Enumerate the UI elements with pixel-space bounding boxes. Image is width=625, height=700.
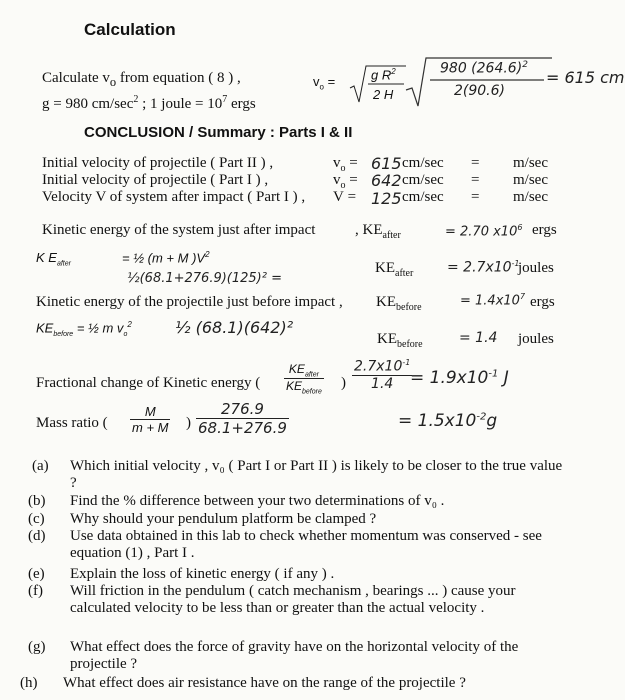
mass-hw	[196, 400, 289, 437]
question-item	[18, 511, 598, 528]
question-label: (h)	[20, 675, 38, 691]
conclusion-row-unit: cm/sec	[402, 155, 444, 171]
mass-close: )	[186, 415, 191, 431]
ke-after-joules-sym: KE	[375, 260, 395, 276]
fraction-den	[284, 379, 324, 395]
row-symbol-sub: o	[340, 163, 346, 174]
fraction-expr	[284, 362, 324, 396]
mass-label: Mass ratio (	[36, 415, 108, 431]
question-label: (c)	[28, 511, 45, 527]
mass-hw-frac	[196, 400, 289, 437]
conclusion-row-unit: cm/sec	[402, 189, 444, 205]
fraction-hw	[352, 358, 412, 392]
question-label: (b)	[28, 493, 46, 509]
fraction-hw-num-text: 2.7x10	[354, 358, 403, 375]
fraction-hw-result-unit: J	[503, 368, 509, 388]
formula-lhs-sub: o	[319, 82, 324, 92]
ke-before-joules-unit: joules	[518, 331, 554, 347]
mass-frac	[130, 404, 170, 435]
ke-before-rhs-sup: 2	[127, 320, 132, 329]
ke-after-formula-lhs: K E	[36, 250, 57, 265]
fraction-hw-result-val: = 1.9x10	[410, 368, 489, 388]
conclusion-row-unit2: m/sec	[513, 172, 548, 188]
question-label: (f)	[28, 583, 43, 599]
hw-v0-num: 980 (264.6)	[440, 60, 523, 77]
ke-after-joules-sup: -1	[511, 259, 520, 268]
mass-hw-result-val: = 1.5x10	[398, 411, 477, 431]
ke-before-ergs-unit: ergs	[530, 294, 555, 310]
conclusion-row-label: Initial velocity of projectile ( Part II ) ,	[42, 155, 274, 171]
ke-after-sym: , KE	[355, 222, 383, 238]
conclusion-row-eq: =	[471, 172, 480, 188]
ke-after-rhs	[122, 250, 210, 265]
calc-line-2-text: g = 980 cm/sec	[42, 96, 134, 112]
ke-after-rhs-sup: 2	[205, 250, 210, 259]
mass-hw-result	[398, 411, 497, 431]
fraction-hw-num-sup: -1	[402, 358, 411, 367]
fraction-num-text: KE	[288, 362, 305, 376]
hw-v0-den: 2(90.6)	[454, 83, 506, 99]
conclusion-row-symbol: $v_o$ =	[333, 155, 358, 174]
fraction-hw-frac	[352, 358, 412, 392]
question-text: What effect does air resistance have on the range of the projectile ?	[63, 675, 466, 691]
ke-after-formula-sub: after	[56, 260, 71, 268]
row-symbol: V	[333, 189, 344, 205]
ke-after-joules-hw	[447, 259, 520, 276]
ke-before-label: Kinetic energy of the projectile just before impact ,	[36, 294, 343, 310]
conclusion-row-eq: =	[471, 155, 480, 171]
mass-num: M	[130, 404, 170, 420]
calc-line-1	[42, 70, 241, 90]
conclusion-row-value: 125	[371, 189, 402, 208]
mass-hw-den: 68.1+276.9	[198, 419, 287, 437]
calc-line-1-sub: o	[109, 75, 117, 89]
ke-before-rhs-sub: o	[123, 330, 128, 338]
ke-after-hw-ergs-val: = 2.70 x10	[445, 224, 518, 240]
ke-after-ergs-unit: ergs	[532, 222, 557, 238]
conclusion-row-value: 642	[371, 171, 402, 190]
ke-after-label: Kinetic energy of the system just after impact	[42, 222, 316, 238]
ke-before-hw-ergs	[460, 292, 525, 308]
conclusion-row-label: Initial velocity of projectile ( Part I ) ,	[42, 172, 269, 188]
fraction-label: Fractional change of Kinetic energy (	[36, 375, 261, 391]
ke-before-formula-lhs: KE	[36, 320, 54, 336]
question-text: Why should your pendulum platform be clamped ?	[70, 511, 377, 527]
question-text: Which initial velocity , v₀ ( Part I or Part II ) is likely to be closer to the true value ?	[70, 458, 563, 491]
conclusion-row-label: Velocity V of system after impact ( Part I ) ,	[42, 189, 306, 205]
ke-before-joules-sub: before	[397, 339, 423, 350]
question-item	[18, 583, 598, 634]
conclusion-title: CONCLUSION / Summary : Parts I & II	[84, 124, 353, 141]
ke-before-sym: KE	[376, 294, 396, 310]
question-label: (g)	[28, 639, 46, 655]
ke-before-formula	[36, 320, 132, 338]
formula-den: 2 H	[373, 87, 394, 102]
ke-before-formula-sub: before	[53, 330, 74, 338]
mass-expr	[130, 404, 170, 435]
ke-before-hw-ergs-val: = 1.4x10	[460, 293, 520, 309]
question-label: (d)	[28, 528, 46, 544]
formula-lhs: v	[313, 74, 320, 89]
fraction-hw-num	[352, 358, 412, 376]
question-text: Find the % difference between your two determinations of v₀ .	[70, 493, 445, 509]
calc-line-1-text: Calculate v	[42, 70, 110, 86]
conclusion-row-value: 615	[371, 154, 402, 173]
question-label: (e)	[28, 566, 45, 582]
fraction-num-sub: after	[304, 371, 319, 379]
hw-v0-num-sup: 2	[522, 60, 528, 70]
ke-after-hw-ergs-sup: 6	[517, 223, 523, 232]
calc-line-1-rest: from equation ( 8 ) ,	[116, 70, 241, 86]
ke-after-hw: ½(68.1+276.9)(125)² =	[127, 271, 282, 286]
fraction-hw-result	[410, 368, 509, 388]
ke-before-joules-hw: = 1.4	[459, 330, 498, 346]
conclusion-row-unit2: m/sec	[513, 189, 548, 205]
conclusion-row-symbol: $v_o$ =	[333, 172, 358, 191]
ke-before-symbol	[376, 294, 422, 313]
question-item	[18, 566, 598, 583]
conclusion-row-unit2: m/sec	[513, 155, 548, 171]
row-symbol: v	[333, 172, 341, 188]
fraction-hw-den: 1.4	[371, 375, 394, 392]
ke-after-formula	[36, 250, 71, 268]
formula-num-sup: 2	[391, 67, 396, 76]
question-text: Explain the loss of kinetic energy ( if any ) .	[70, 566, 335, 582]
ke-before-hw-ergs-sup: 7	[519, 292, 526, 301]
ke-after-joules-label	[375, 260, 413, 279]
calc-line-2-sup2: 7	[222, 94, 228, 105]
calc-line-2-rest: ; 1 joule = 10	[138, 96, 223, 112]
conclusion-row-unit: cm/sec	[402, 172, 444, 188]
conclusion-row-symbol: V =	[333, 189, 357, 205]
question-text: Will friction in the pendulum ( catch mechanism , bearings ... ) cause your calculated velocity to be less than or greater than the actual velocity .	[70, 583, 516, 616]
ke-before-joules-label	[377, 331, 423, 350]
ke-before-rhs-text: = ½ m v	[76, 320, 124, 336]
ke-before-sub: before	[396, 302, 422, 313]
question-item	[18, 675, 598, 692]
question-text: Use data obtained in this lab to check whether momentum was conserved - see equation (1) , Part I .	[70, 528, 542, 561]
ke-after-joules-sub: after	[395, 268, 414, 279]
ke-after-joules-unit: joules	[518, 260, 554, 276]
mass-den: m + M	[132, 420, 169, 435]
calc-line-2	[42, 94, 256, 113]
ke-after-symbol	[355, 222, 401, 241]
row-symbol-sub: o	[340, 180, 346, 191]
question-item	[18, 458, 598, 492]
fraction-den-text: KE	[286, 379, 303, 394]
calc-line-2-end: ergs	[227, 96, 256, 112]
fraction-frac	[284, 362, 324, 396]
fraction-num	[284, 362, 324, 379]
ke-after-rhs-text: = ½ (m + M )V	[122, 250, 206, 266]
ke-after-sub: after	[382, 230, 401, 241]
ke-before-hw: ½ (68.1)(642)²	[175, 318, 294, 337]
mass-hw-result-sup: -2	[476, 411, 487, 423]
fraction-close: )	[341, 375, 346, 391]
question-text: What effect does the force of gravity have on the horizontal velocity of the projectile ?	[70, 639, 519, 672]
question-label: (a)	[32, 458, 49, 474]
fraction-den-sub: before	[302, 388, 322, 396]
question-item	[18, 639, 598, 673]
mass-hw-result-unit: g	[486, 411, 498, 431]
mass-hw-num: 276.9	[196, 400, 289, 419]
formula-num: g R	[371, 67, 392, 83]
question-item	[18, 493, 598, 510]
row-symbol: v	[333, 155, 341, 171]
conclusion-row-eq: =	[471, 189, 480, 205]
ke-after-joules-val: = 2.7x10	[447, 259, 512, 276]
fraction-hw-result-sup: -1	[488, 368, 499, 380]
page-heading: Calculation	[84, 20, 176, 39]
ke-after-hw-ergs	[445, 223, 522, 239]
calc-line-2-sup: 2	[133, 94, 139, 105]
hw-v0-result: = 615 cm	[546, 68, 625, 87]
question-item	[18, 528, 598, 562]
ke-before-joules-sym: KE	[377, 331, 397, 347]
